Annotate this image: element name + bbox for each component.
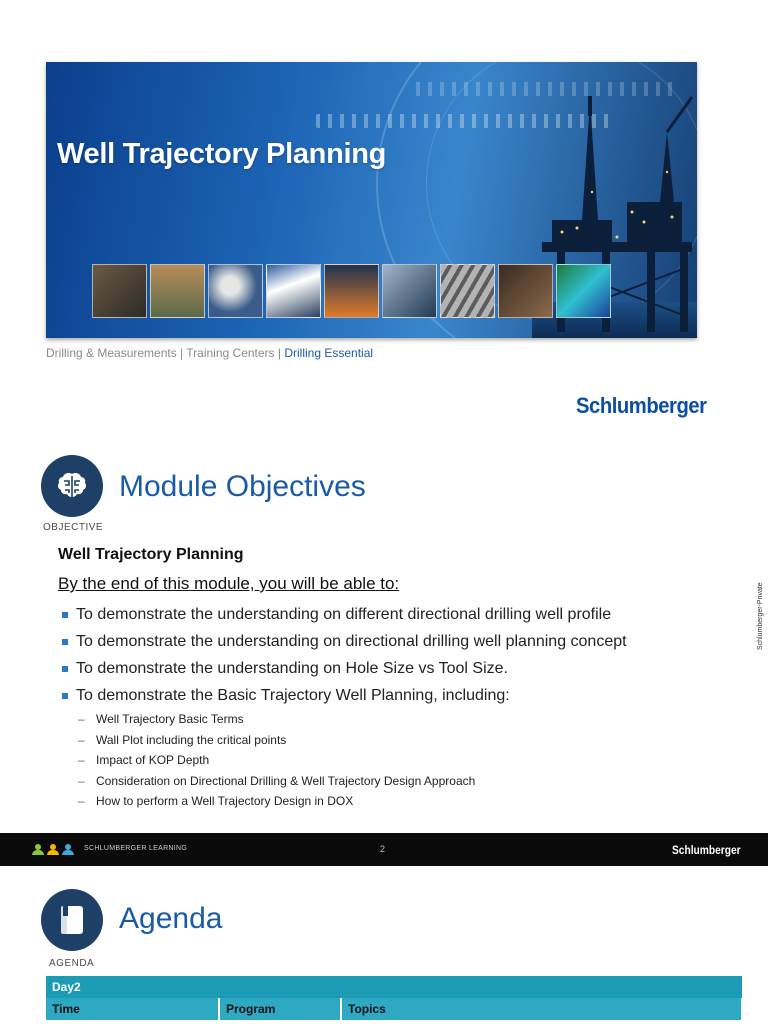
objectives-intro: By the end of this module, you will be able to: <box>58 574 400 593</box>
column-header-program: Program <box>219 998 341 1020</box>
list-item <box>62 655 627 682</box>
objectives-subheading: Well Trajectory Planning <box>58 546 244 563</box>
objective-text: To demonstrate the Basic Trajectory Well Planning, including: <box>76 686 510 704</box>
agenda-caption: AGENDA <box>49 958 95 969</box>
breadcrumb-path: Drilling & Measurements | Training Centers | <box>46 346 285 360</box>
table-header-row <box>46 998 742 1020</box>
person-icon <box>62 844 74 855</box>
list-item <box>78 771 475 792</box>
list-item <box>62 601 627 628</box>
sub-objective-text: Wall Plot including the critical points <box>96 732 287 747</box>
photo-rig-site <box>150 264 205 318</box>
photo-tubulars <box>440 264 495 318</box>
sub-objective-text: How to perform a Well Trajectory Design in DOX <box>96 794 354 809</box>
classification-label: Schlumberger-Private <box>757 582 764 650</box>
sub-objective-text: Well Trajectory Basic Terms <box>96 712 244 727</box>
book-icon <box>41 889 103 951</box>
brain-icon <box>41 455 103 517</box>
list-item <box>62 682 627 709</box>
bullet-square-icon <box>62 639 68 645</box>
person-icon <box>32 844 44 855</box>
sub-objective-text: Consideration on Directional Drilling & Well Trajectory Design Approach <box>96 773 476 788</box>
agenda-table <box>46 976 743 1020</box>
photo-pipes <box>92 264 147 318</box>
column-header-time: Time <box>46 998 219 1020</box>
photo-equipment <box>382 264 437 318</box>
photo-gauges <box>208 264 263 318</box>
learning-people-icon <box>32 844 74 855</box>
objectives-sub-list <box>78 709 475 812</box>
list-item <box>62 628 627 655</box>
list-item <box>78 730 475 751</box>
book-glyph-icon <box>57 903 87 937</box>
objective-caption: OBJECTIVE <box>43 522 104 533</box>
objectives-list <box>62 601 627 709</box>
page-number: 2 <box>380 844 386 854</box>
list-item <box>78 750 475 771</box>
dash-icon: – <box>78 732 85 747</box>
footer-learning-label: SCHLUMBERGER LEARNING <box>84 845 188 852</box>
list-item <box>78 791 475 812</box>
photo-welder <box>324 264 379 318</box>
photo-seismic <box>556 264 611 318</box>
dash-icon: – <box>78 794 85 809</box>
person-icon <box>47 844 59 855</box>
schlumberger-logo: Schlumberger <box>576 393 707 418</box>
objective-text: To demonstrate the understanding on directional drilling well planning concept <box>76 632 627 650</box>
objective-text: To demonstrate the understanding on Hole Size vs Tool Size. <box>76 659 508 677</box>
slide-footer <box>0 833 768 866</box>
bullet-square-icon <box>62 693 68 699</box>
banner-title: Well Trajectory Planning <box>57 138 387 170</box>
table-row <box>46 976 742 998</box>
module-objectives-heading: Module Objectives <box>119 470 366 503</box>
objective-text: To demonstrate the understanding on different directional drilling well profile <box>76 605 612 623</box>
bullet-square-icon <box>62 612 68 618</box>
dash-icon: – <box>78 712 85 727</box>
dash-icon: – <box>78 753 85 768</box>
breadcrumb-active: Drilling Essential <box>284 346 374 360</box>
footer-logo: Schlumberger <box>672 843 741 857</box>
list-item <box>78 709 475 730</box>
brain-glyph-icon <box>55 469 89 503</box>
title-banner <box>46 62 697 338</box>
agenda-heading: Agenda <box>119 902 223 935</box>
photo-strip <box>92 264 611 318</box>
sub-objective-text: Impact of KOP Depth <box>96 753 210 768</box>
bullet-square-icon <box>62 666 68 672</box>
agenda-day-cell: Day2 <box>46 976 742 998</box>
column-header-topics: Topics <box>341 998 742 1020</box>
breadcrumb <box>46 346 373 360</box>
photo-machinery <box>498 264 553 318</box>
photo-worker <box>266 264 321 318</box>
dash-icon: – <box>78 773 85 788</box>
